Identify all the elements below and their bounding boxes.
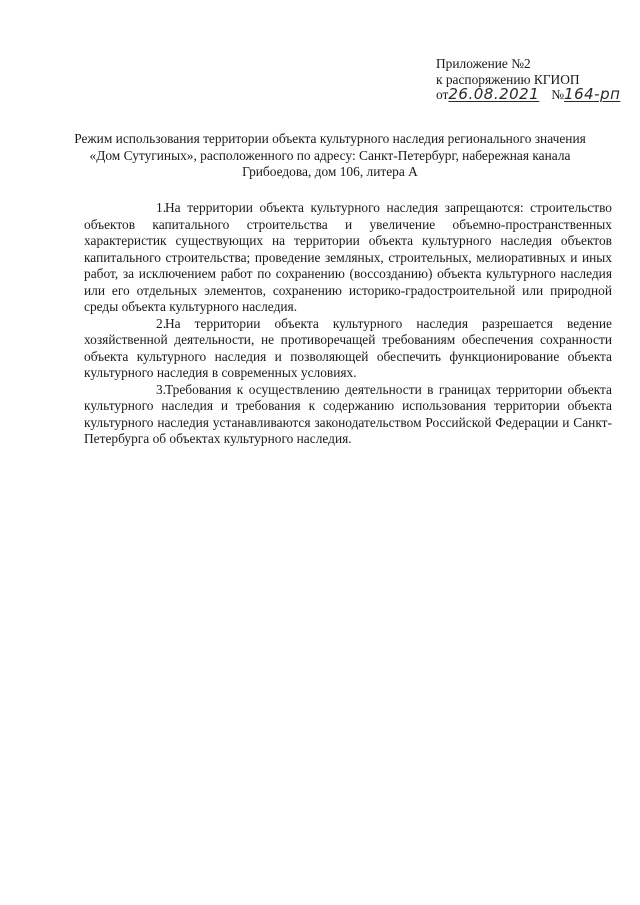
appendix-header (436, 56, 626, 103)
appendix-order-reference: к распоряжению КГИОП (436, 71, 580, 87)
paragraph-text: На территории объекта культурного наследия запрещаются: строительство объектов капитального строительства и увеличение объемно-пространственных характеристик существующих на территории объекта культурного наследия объектов капитального строительства; проведение земляных, строительных, мелиоративных и иных работ, за исключением работ по сохранению (воссозданию) объекта культурного наследия или его отдельных элементов, сохранению историко-градостроительной или природной среды объекта культурного наследия. (84, 200, 612, 314)
paragraph-number: 2. (156, 315, 167, 331)
paragraph-2 (84, 316, 612, 382)
handwritten-date: 26.08.2021 (448, 85, 540, 103)
from-label: от (436, 87, 449, 102)
document-body (84, 200, 612, 448)
document-title: Режим использования территории объекта культурного наследия регионального значения «Дом Сутугиных», расположенного по адресу: Санкт-Петербург, набережная канала Грибоедова, дом 106, литера А (74, 131, 586, 179)
paragraph-number: 1. (156, 200, 167, 215)
paragraph-text: Требования к осуществлению деятельности в границах территории объекта культурного наследия и требования к содержанию использования территории объекта культурного наследия устанавливаются законодательством Российской Федерации и Санкт-Петербурга об объектах культурного наследия. (84, 381, 612, 446)
paragraph-number: 3. (156, 381, 167, 397)
appendix-date-number-line (436, 87, 626, 103)
paragraph-3 (84, 382, 612, 448)
paragraph-text: На территории объекта культурного наследия разрешается ведение хозяйственной деятельности, не противоречащей требованиям обеспечения сохранности объекта культурного наследия и позволяющей обеспечить функционирование объекта культурного наследия в современных условиях. (84, 315, 612, 380)
handwritten-number: 164-рп (564, 85, 621, 103)
appendix-number: Приложение №2 (436, 56, 531, 71)
number-label: № (551, 87, 565, 102)
paragraph-1 (84, 200, 612, 316)
